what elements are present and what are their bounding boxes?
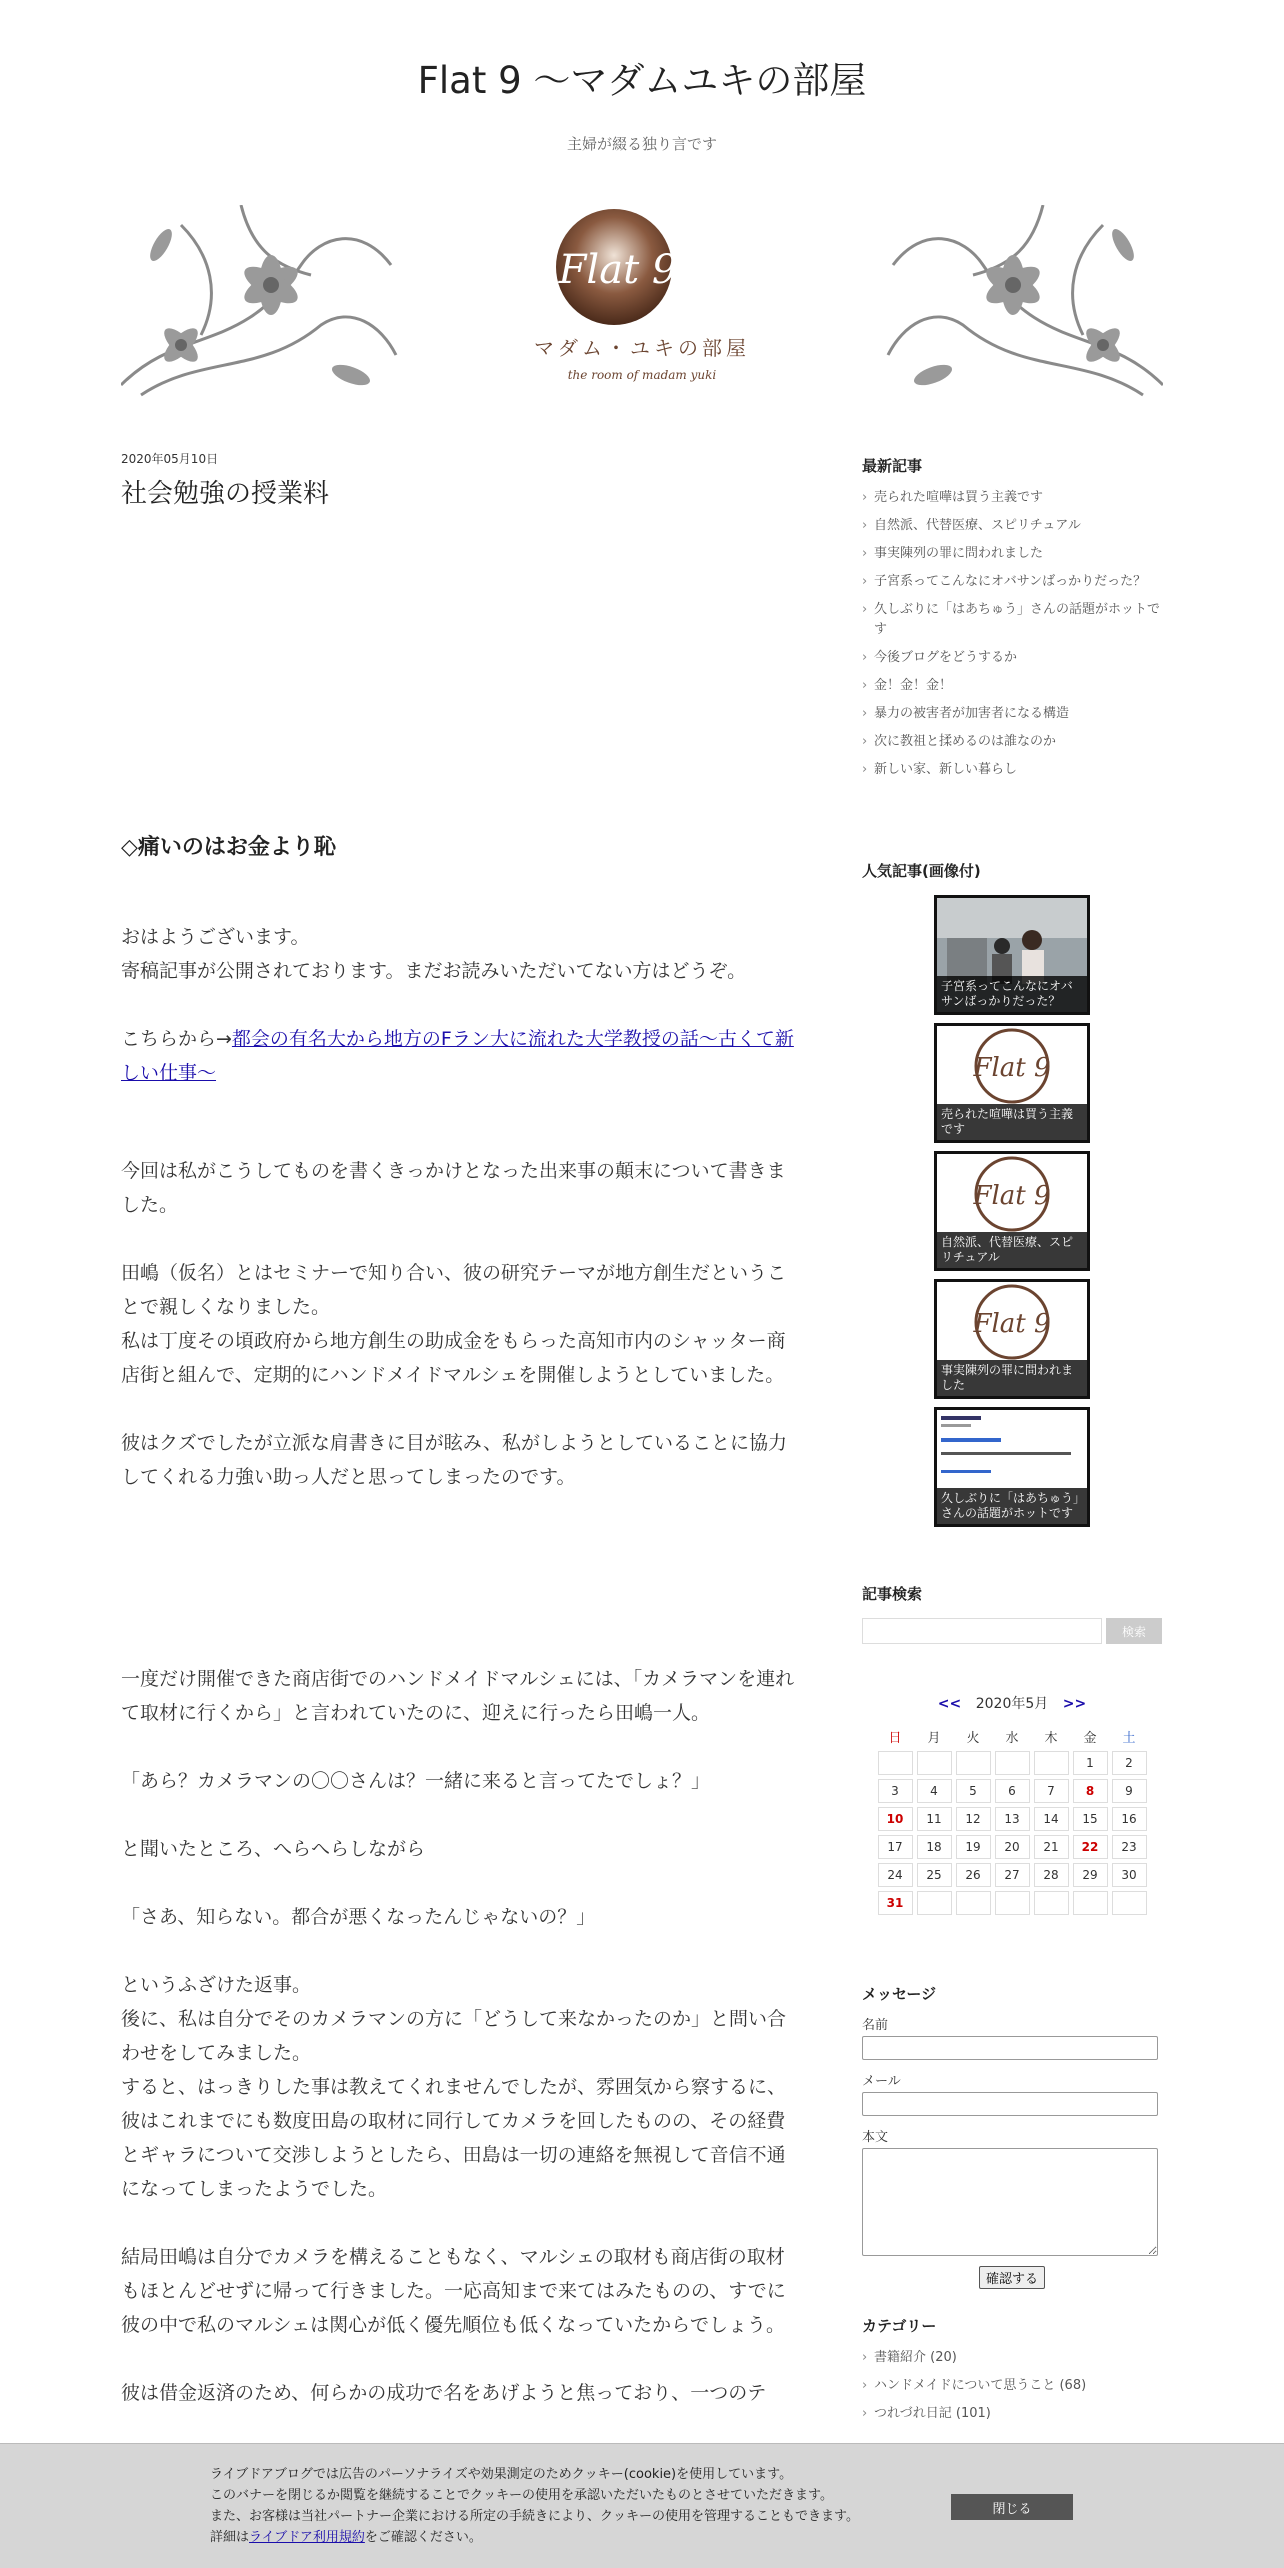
- calendar-day[interactable]: 10: [878, 1807, 913, 1831]
- calendar-weekday: 金: [1083, 1730, 1097, 1746]
- recent-item[interactable]: › 今後ブログをどうするか: [862, 648, 1162, 668]
- calendar-day: [956, 1751, 991, 1775]
- calendar-week: [878, 1751, 1147, 1775]
- calendar-weekday: 月: [927, 1730, 941, 1746]
- cookie-banner: [0, 2443, 1284, 2568]
- recent-item[interactable]: › 子宮系ってこんなにオバサンばっかりだった？: [862, 572, 1162, 592]
- cookie-text: [210, 2464, 859, 2548]
- calendar-week: [878, 1891, 1147, 1915]
- body-line: 田嶋（仮名）とはセミナーで知り合い、彼の研究テーマが地方創生だということで親しくなりました。: [121, 1262, 787, 1318]
- message-heading: メッセージ: [862, 1985, 937, 2003]
- calendar-day: 23: [1112, 1835, 1147, 1859]
- calendar-day: 13: [995, 1807, 1030, 1831]
- calendar-day: 30: [1112, 1863, 1147, 1887]
- calendar-widget: [862, 1693, 1162, 1919]
- calendar-day[interactable]: 31: [878, 1891, 913, 1915]
- calendar-day: 7: [1034, 1779, 1069, 1803]
- calendar-weekday: 火: [966, 1730, 980, 1746]
- sidebar: [862, 455, 1162, 2421]
- popular-item[interactable]: [934, 1279, 1090, 1399]
- calendar-day: 27: [995, 1863, 1030, 1887]
- calendar-next[interactable]: >>: [1062, 1696, 1087, 1712]
- recent-item[interactable]: › 自然派、代替医療、スピリチュアル: [862, 516, 1162, 536]
- recent-item[interactable]: › 久しぶりに「はあちゅう」さんの話題がホットです: [862, 600, 1162, 640]
- banner-name: マダム・ユキの部屋: [534, 336, 750, 360]
- message-textarea[interactable]: [862, 2148, 1158, 2256]
- calendar-month: 2020年5月: [975, 1696, 1049, 1712]
- calendar-day: 5: [956, 1779, 991, 1803]
- calendar-day: 2: [1112, 1751, 1147, 1775]
- calendar-prev[interactable]: <<: [937, 1696, 962, 1712]
- banner-graphic: [121, 205, 1163, 400]
- calendar-day: 21: [1034, 1835, 1069, 1859]
- calendar-day: 1: [1073, 1751, 1108, 1775]
- calendar-day: 9: [1112, 1779, 1147, 1803]
- body-line: 「あら？カメラマンの〇〇さんは？一緒に来ると言ってたでしょ？」: [121, 1770, 711, 1792]
- calendar-day: [1073, 1891, 1108, 1915]
- calendar-day: 25: [917, 1863, 952, 1887]
- right-flower: [911, 226, 1138, 389]
- cookie-line: [210, 2527, 859, 2548]
- calendar-day: [995, 1891, 1030, 1915]
- body-line: すると、はっきりした事は教えてくれませんでしたが、雰囲気から察するに、彼はこれまでにも数度田島の取材に同行してカメラを回したものの、その経費とギャラについて交渉しようとしたら、田島は一切の連絡を無視して音信不通になってしまったようでした。: [121, 2076, 787, 2200]
- popular-heading: 人気記事(画像付): [862, 862, 981, 880]
- svg-text:Flat 9: Flat 9: [973, 1181, 1051, 1211]
- recent-item[interactable]: › 金！金！金！: [862, 676, 1162, 696]
- body-line: 「さあ、知らない。都合が悪くなったんじゃないの？」: [121, 1906, 596, 1928]
- cookie-line: このバナーを閉じるか閲覧を継続することでクッキーの使用を承認いただいたものとさせていただきます。: [210, 2488, 833, 2503]
- calendar-day: 20: [995, 1835, 1030, 1859]
- banner-sub: the room of madam yuki: [567, 368, 717, 382]
- calendar-day: 3: [878, 1779, 913, 1803]
- calendar-day: 19: [956, 1835, 991, 1859]
- popular-list: [862, 895, 1162, 1535]
- calendar-day: [1034, 1751, 1069, 1775]
- body-line: [121, 1934, 801, 1968]
- recent-item[interactable]: › 売られた喧嘩は買う主義です: [862, 488, 1162, 508]
- calendar-day: [917, 1751, 952, 1775]
- svg-text:Flat 9: Flat 9: [973, 1053, 1051, 1083]
- calendar-week: [878, 1807, 1147, 1831]
- category-widget: [862, 2315, 1162, 2432]
- body-link-line: [121, 1022, 801, 1090]
- cookie-line: また、お客様は当社パートナー企業における所定の手続きにより、クッキーの使用を管理することもできます。: [210, 2509, 859, 2524]
- body-line: おはようございます。: [121, 926, 310, 948]
- cookie-suffix: をご確認ください。: [364, 2530, 482, 2545]
- body-line: [121, 1798, 801, 1832]
- calendar-day[interactable]: 8: [1073, 1779, 1108, 1803]
- body-line: [121, 1222, 801, 1256]
- left-flower: [146, 226, 373, 389]
- body-line: 今回は私がこうしてものを書くきっかけとなった出来事の顛末について書きました。: [121, 1160, 786, 1216]
- post-subheading: ◇痛いのはお金より恥: [121, 835, 336, 860]
- confirm-button[interactable]: 確認する: [979, 2266, 1045, 2289]
- popular-item[interactable]: [934, 1151, 1090, 1271]
- popular-caption: 事実陳列の罪に問われました: [937, 1360, 1087, 1396]
- category-list: [862, 2348, 1162, 2424]
- popular-caption: 自然派、代替医療、スピリチュアル: [937, 1232, 1087, 1268]
- calendar-weekday: 日: [888, 1730, 902, 1746]
- calendar-day: 17: [878, 1835, 913, 1859]
- calendar-day: [1112, 1891, 1147, 1915]
- calendar-day[interactable]: 22: [1073, 1835, 1108, 1859]
- recent-item[interactable]: › 事実陳列の罪に問われました: [862, 544, 1162, 564]
- body-line: [121, 1866, 801, 1900]
- recent-item[interactable]: › 新しい家、新しい暮らし: [862, 760, 1162, 780]
- body-line: [121, 988, 801, 1022]
- calendar-day: 16: [1112, 1807, 1147, 1831]
- site-title[interactable]: Flat 9 〜マダムユキの部屋: [417, 59, 867, 102]
- body-line: と聞いたところ、へらへらしながら: [121, 1838, 426, 1860]
- calendar-week: [878, 1863, 1147, 1887]
- category-heading: カテゴリー: [862, 2317, 937, 2335]
- recent-heading: 最新記事: [862, 457, 923, 475]
- calendar-day: 6: [995, 1779, 1030, 1803]
- name-field[interactable]: [862, 2036, 1158, 2060]
- body-line: 彼はクズでしたが立派な肩書きに目が眩み、私がしようとしていることに協力してくれる力強い助っ人だと思ってしまったのです。: [121, 1432, 787, 1488]
- calendar-day: [956, 1891, 991, 1915]
- search-row: [862, 1618, 1162, 1644]
- body-line: [121, 1730, 801, 1764]
- search-widget: [862, 1583, 1162, 1644]
- article-link[interactable]: 都会の有名大から地方のFラン大に流れた大学教授の話〜古くて新しい仕事〜: [121, 1028, 794, 1084]
- cookie-prefix: 詳細は: [210, 2530, 250, 2545]
- logo-text: Flat 9: [558, 247, 678, 293]
- calendar-day: 18: [917, 1835, 952, 1859]
- body-line: 結局田嶋は自分でカメラを構えることもなく、マルシェの取材も商店街の取材もほとんどせずに帰って行きました。一応高知まで来てはみたものの、すでに彼の中で私のマルシェは関心が低く優先順位も低くなっていたからでしょう。: [121, 2246, 786, 2336]
- popular-caption: 子宮系ってこんなにオバサンばっかりだった？: [937, 976, 1087, 1012]
- cookie-line: ライブドアブログでは広告のパーソナライズや効果測定のためクッキー(cookie)を使用しています。: [210, 2467, 793, 2482]
- header-banner[interactable]: [121, 205, 1163, 400]
- calendar-day: 28: [1034, 1863, 1069, 1887]
- body-line: というふざけた返事。: [121, 1974, 312, 1996]
- calendar-day: 4: [917, 1779, 952, 1803]
- post-title[interactable]: 社会勉強の授業料: [121, 479, 330, 509]
- category-item[interactable]: › ハンドメイドについて思うこと (68): [862, 2376, 1162, 2396]
- search-input[interactable]: [862, 1618, 1102, 1644]
- body-line: 寄稿記事が公開されております。まだお読みいただいてない方はどうぞ。: [121, 960, 747, 982]
- name-label: 名前: [862, 2018, 889, 2033]
- calendar-day: 24: [878, 1863, 913, 1887]
- body-label: 本文: [862, 2130, 889, 2145]
- body-line: 私は丁度その頃政府から地方創生の助成金をもらった高知市内のシャッター商店街と組んで、定期的にハンドメイドマルシェを開催しようとしていました。: [121, 1330, 786, 1386]
- calendar-day: [917, 1891, 952, 1915]
- svg-text:Flat 9: Flat 9: [973, 1309, 1051, 1339]
- calendar-table: [874, 1721, 1151, 1919]
- link-prefix: こちらから→: [121, 1028, 232, 1050]
- calendar-day: 15: [1073, 1807, 1108, 1831]
- post-body-block-1: [121, 920, 801, 1090]
- cookie-close-button[interactable]: 閉じる: [951, 2494, 1073, 2520]
- body-line: 彼は借金返済のため、何らかの成功で名をあげようと焦っており、一つのテ: [121, 2382, 767, 2404]
- calendar-day: 11: [917, 1807, 952, 1831]
- post-date: 2020年05月10日: [121, 452, 219, 466]
- calendar-nav: [862, 1693, 1162, 1713]
- calendar-weekday: 土: [1122, 1730, 1136, 1746]
- calendar-weekday: 水: [1005, 1730, 1019, 1746]
- body-line: 一度だけ開催できた商店街でのハンドメイドマルシェには、「カメラマンを連れて取材に行くから」と言われていたのに、迎えに行ったら田嶋一人。: [121, 1668, 795, 1724]
- popular-item[interactable]: [934, 895, 1090, 1015]
- popular-caption: 久しぶりに「はあちゅう」さんの話題がホットです: [937, 1488, 1087, 1524]
- terms-link[interactable]: ライブドア利用規約: [249, 2530, 365, 2545]
- post-body-block-2: [121, 1154, 801, 1494]
- search-button[interactable]: 検索: [1106, 1618, 1162, 1644]
- calendar-week: [878, 1835, 1147, 1859]
- recent-list: [862, 488, 1162, 780]
- body-line: 後に、私は自分でそのカメラマンの方に「どうして来なかったのか」と問い合わせをしてみました。: [121, 2008, 787, 2064]
- search-heading: 記事検索: [862, 1585, 923, 1603]
- body-line: [121, 2342, 801, 2376]
- main-column: [121, 450, 801, 2404]
- post-body-block-3: [121, 1662, 801, 2410]
- category-item[interactable]: › つれづれ日記 (101): [862, 2404, 1162, 2424]
- mail-label: メール: [862, 2074, 901, 2089]
- calendar-day: 14: [1034, 1807, 1069, 1831]
- popular-item[interactable]: [934, 1023, 1090, 1143]
- calendar-week: [878, 1779, 1147, 1803]
- calendar-weekday: 木: [1044, 1730, 1058, 1746]
- calendar-day: [878, 1751, 913, 1775]
- message-widget: [862, 1983, 1162, 2289]
- body-line: [121, 1392, 801, 1426]
- popular-caption: 売られた喧嘩は買う主義です: [937, 1104, 1087, 1140]
- category-item[interactable]: › 書籍紹介 (20): [862, 2348, 1162, 2368]
- calendar-day: 29: [1073, 1863, 1108, 1887]
- body-line: [121, 2206, 801, 2240]
- calendar-day: [995, 1751, 1030, 1775]
- popular-item[interactable]: [934, 1407, 1090, 1527]
- calendar-day: [1034, 1891, 1069, 1915]
- calendar-day: 26: [956, 1863, 991, 1887]
- recent-item[interactable]: › 暴力の被害者が加害者になる構造: [862, 704, 1162, 724]
- calendar-day: 12: [956, 1807, 991, 1831]
- site-description: 主婦が綴る独り言です: [566, 135, 717, 153]
- recent-item[interactable]: › 次に教祖と揉めるのは誰なのか: [862, 732, 1162, 752]
- mail-field[interactable]: [862, 2092, 1158, 2116]
